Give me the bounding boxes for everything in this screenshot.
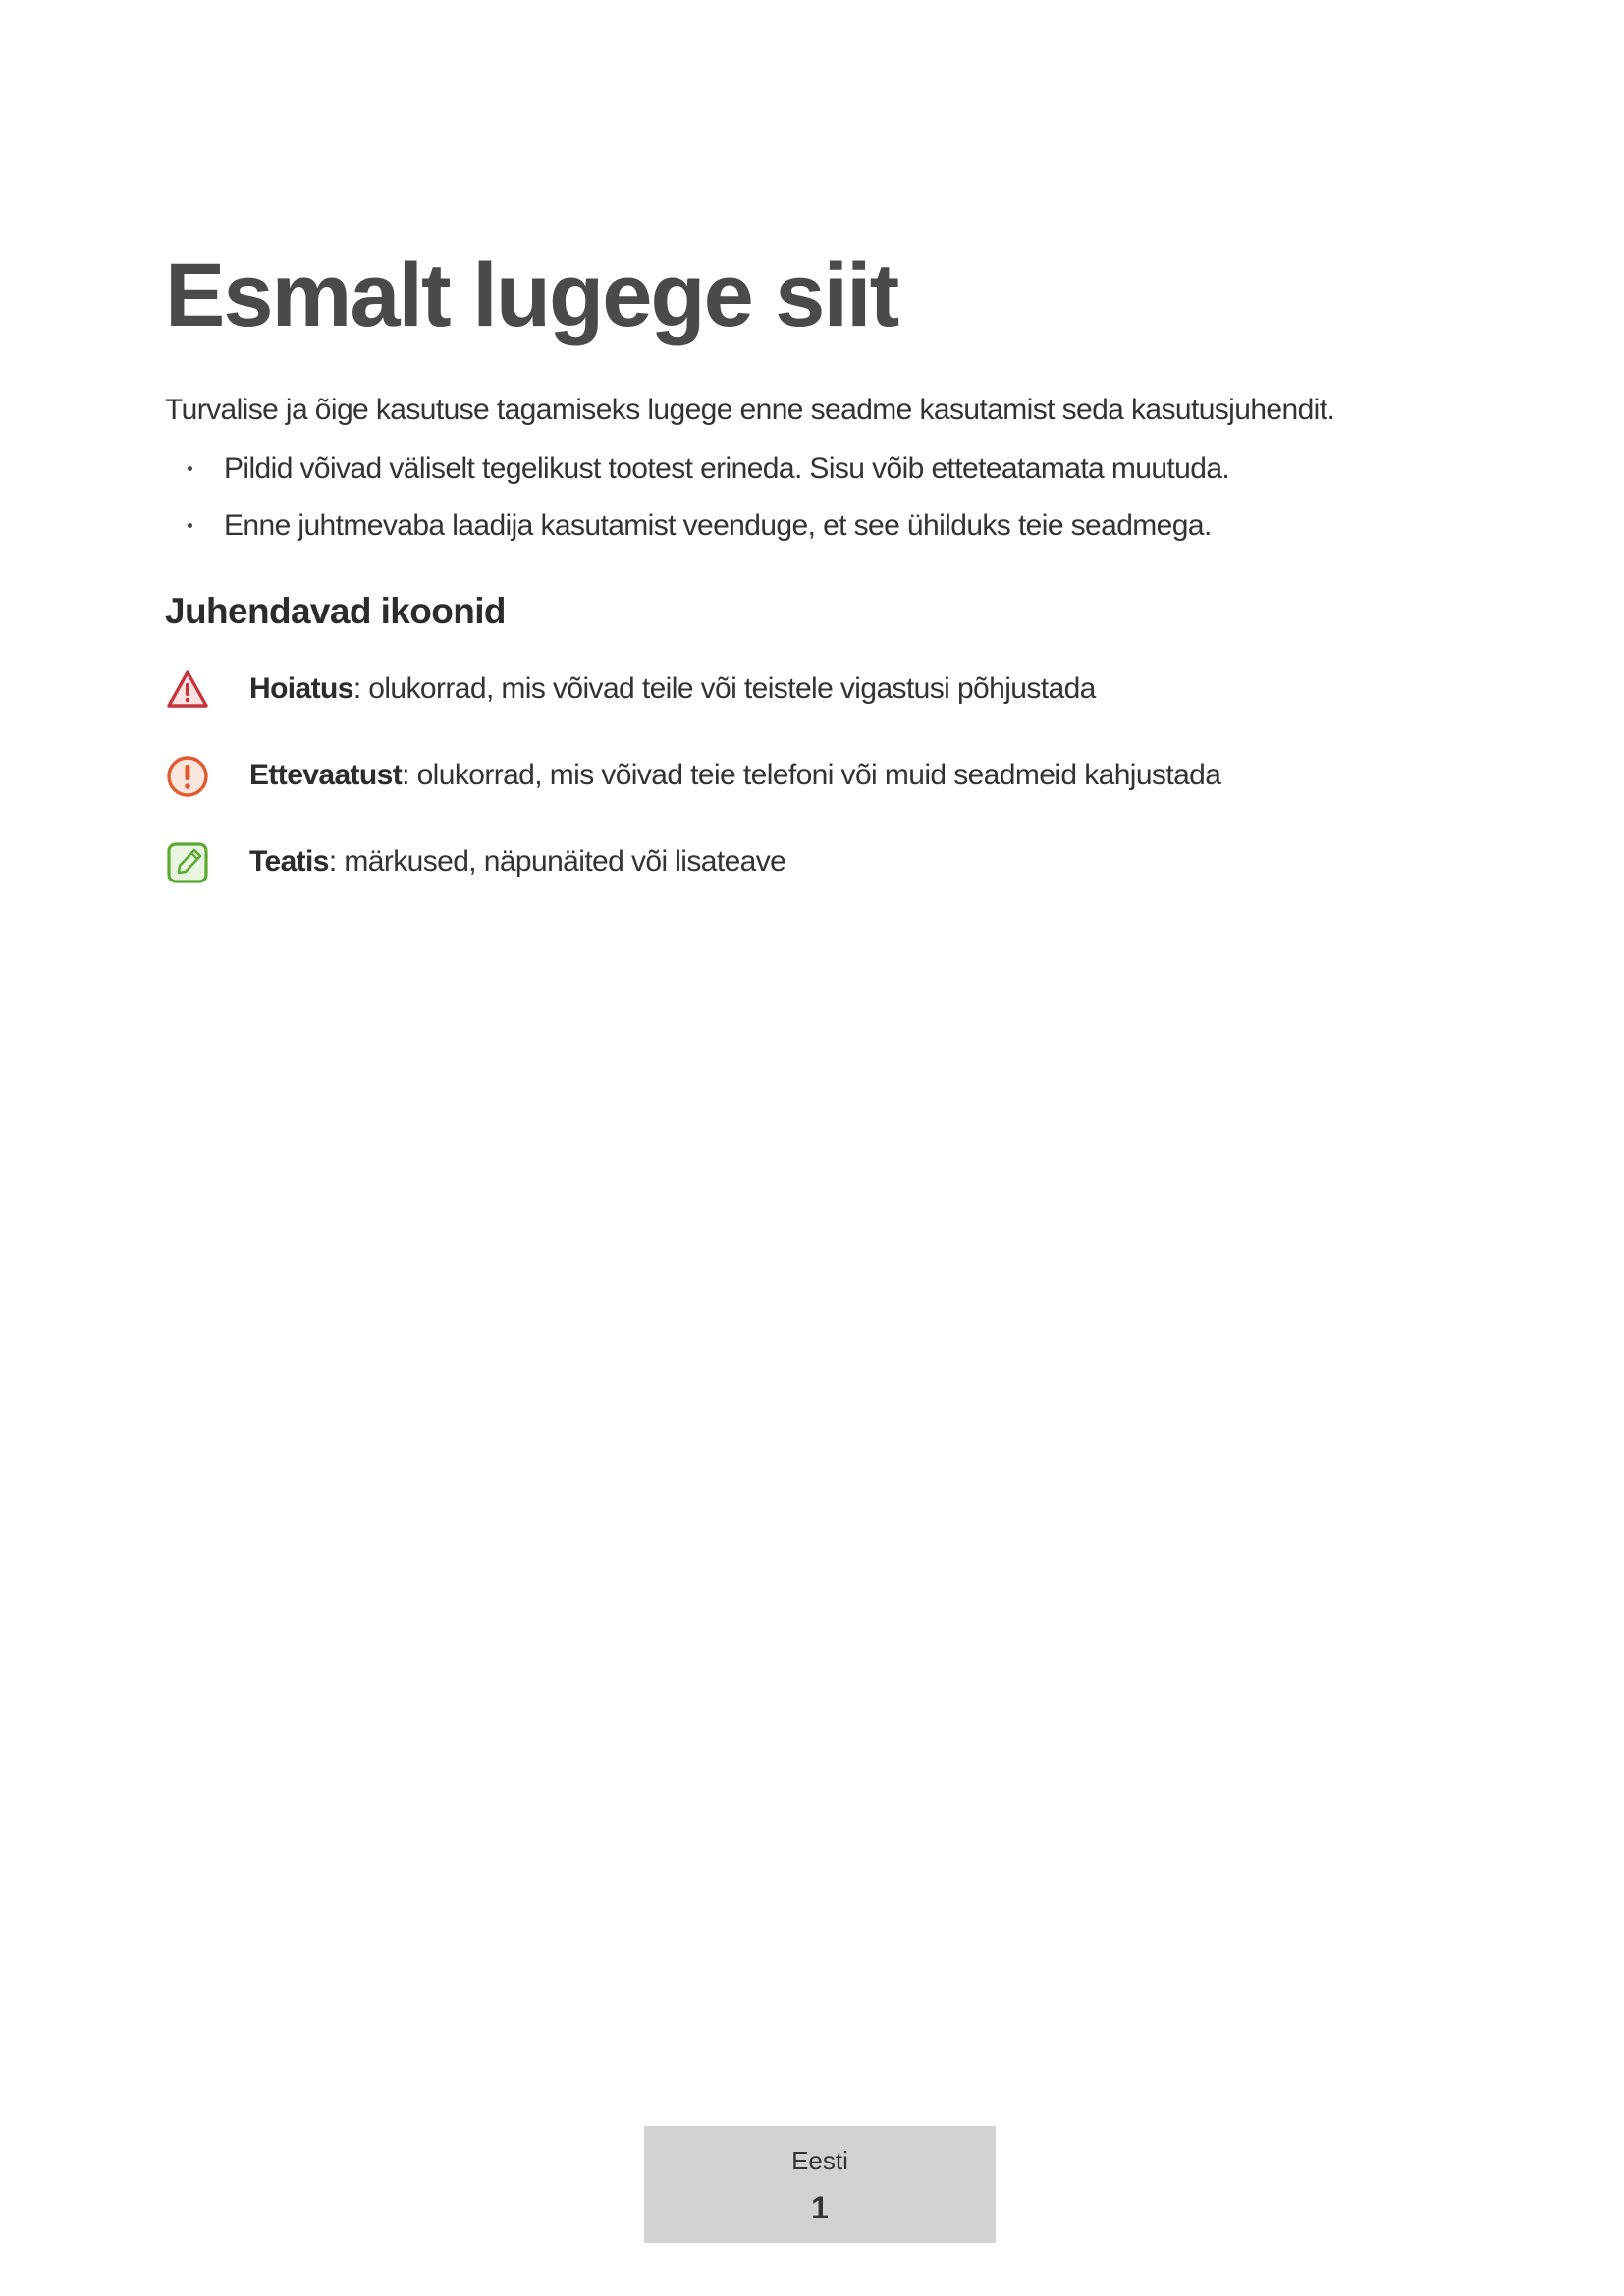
warning-description: : olukorrad, mis võivad teile või teistele vigastusi põhjustada [352, 672, 1096, 705]
footer-language: Eesti [791, 2146, 848, 2175]
list-item [165, 508, 1229, 565]
note-description: : märkused, näpunäited või lisateave [328, 845, 786, 878]
warning-term: Hoiatus [249, 672, 353, 705]
page-number: 1 [811, 2190, 829, 2225]
caution-term: Ettevaatust [249, 759, 403, 791]
warning-triangle-icon [165, 667, 210, 713]
icon-legend-caution [165, 754, 1220, 840]
bullet-text: Enne juhtmevaba laadija kasutamist veenduge, et see ühilduks teie seadmega. [224, 509, 1212, 542]
page-title: Esmalt lugege siit [165, 245, 898, 346]
list-item [165, 452, 1229, 508]
caution-exclamation-icon [165, 754, 210, 799]
bullet-icon [188, 523, 192, 528]
notice-list [165, 452, 1229, 565]
instructional-icons-list [165, 667, 1220, 927]
bullet-icon [188, 466, 192, 471]
caution-description: : olukorrad, mis võivad teie telefoni või muid seadmeid kahjustada [402, 759, 1221, 791]
note-pencil-icon [165, 840, 210, 885]
bullet-text: Pildid võivad väliselt tegelikust tootest erineda. Sisu võib etteteatamata muutuda. [224, 453, 1230, 485]
intro-paragraph: Turvalise ja õige kasutuse tagamiseks lugege enne seadme kasutamist seda kasutusjuhendit. [165, 394, 1335, 426]
section-heading: Juhendavad ikoonid [165, 591, 506, 631]
page-footer [644, 2126, 996, 2243]
icon-legend-warning [165, 667, 1220, 754]
icon-legend-note [165, 840, 1220, 927]
note-term: Teatis [249, 845, 329, 878]
